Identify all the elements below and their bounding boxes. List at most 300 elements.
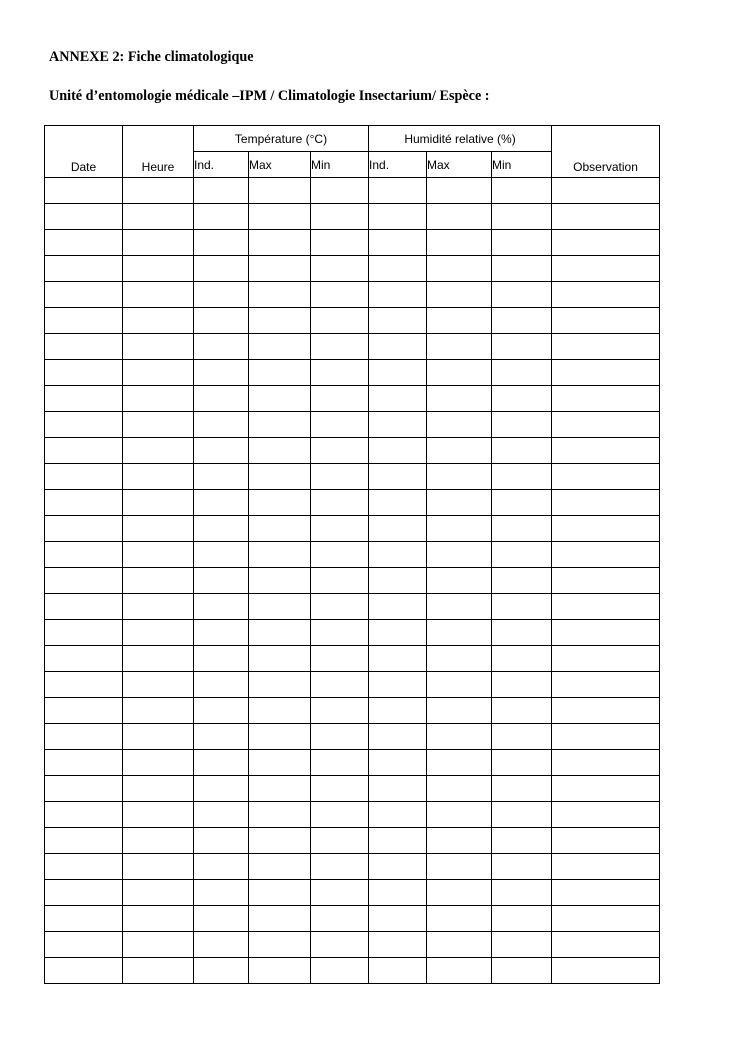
cell-hum-min[interactable] [492, 776, 552, 802]
cell-temp-max[interactable] [249, 568, 311, 594]
cell-temp-min[interactable] [311, 672, 369, 698]
table-row [45, 828, 660, 854]
cell-temp-ind[interactable] [194, 906, 249, 932]
cell-observation[interactable] [552, 490, 660, 516]
cell-temp-max[interactable] [249, 776, 311, 802]
cell-heure[interactable] [123, 672, 194, 698]
cell-temp-ind[interactable] [194, 256, 249, 282]
cell-hum-ind[interactable] [369, 230, 427, 256]
cell-heure[interactable] [123, 256, 194, 282]
cell-date[interactable] [45, 490, 123, 516]
cell-hum-ind[interactable] [369, 932, 427, 958]
cell-temp-ind[interactable] [194, 308, 249, 334]
cell-temp-max[interactable] [249, 828, 311, 854]
cell-temp-min[interactable] [311, 568, 369, 594]
cell-heure[interactable] [123, 542, 194, 568]
cell-hum-max[interactable] [427, 724, 492, 750]
cell-hum-max[interactable] [427, 360, 492, 386]
cell-observation[interactable] [552, 542, 660, 568]
cell-date[interactable] [45, 776, 123, 802]
cell-hum-max[interactable] [427, 256, 492, 282]
cell-temp-max[interactable] [249, 750, 311, 776]
cell-hum-max[interactable] [427, 906, 492, 932]
cell-temp-ind[interactable] [194, 620, 249, 646]
header-temperature-group: Température (°C) [194, 126, 369, 152]
cell-hum-ind[interactable] [369, 308, 427, 334]
cell-observation[interactable] [552, 256, 660, 282]
cell-temp-max[interactable] [249, 620, 311, 646]
cell-hum-ind[interactable] [369, 516, 427, 542]
cell-temp-ind[interactable] [194, 230, 249, 256]
cell-heure[interactable] [123, 360, 194, 386]
cell-temp-max[interactable] [249, 412, 311, 438]
cell-observation[interactable] [552, 906, 660, 932]
cell-temp-min[interactable] [311, 360, 369, 386]
cell-temp-ind[interactable] [194, 464, 249, 490]
cell-hum-max[interactable] [427, 230, 492, 256]
cell-temp-ind[interactable] [194, 438, 249, 464]
cell-temp-max[interactable] [249, 854, 311, 880]
cell-observation[interactable] [552, 802, 660, 828]
cell-hum-min[interactable] [492, 646, 552, 672]
header-humidity-group: Humidité relative (%) [369, 126, 552, 152]
cell-heure[interactable] [123, 334, 194, 360]
cell-hum-ind[interactable] [369, 594, 427, 620]
cell-temp-max[interactable] [249, 334, 311, 360]
cell-hum-max[interactable] [427, 776, 492, 802]
cell-date[interactable] [45, 256, 123, 282]
cell-date[interactable] [45, 724, 123, 750]
cell-observation[interactable] [552, 698, 660, 724]
cell-hum-ind[interactable] [369, 802, 427, 828]
cell-temp-min[interactable] [311, 854, 369, 880]
cell-temp-ind[interactable] [194, 646, 249, 672]
cell-hum-min[interactable] [492, 464, 552, 490]
cell-temp-ind[interactable] [194, 542, 249, 568]
cell-temp-max[interactable] [249, 594, 311, 620]
cell-hum-min[interactable] [492, 438, 552, 464]
cell-hum-max[interactable] [427, 594, 492, 620]
cell-hum-ind[interactable] [369, 620, 427, 646]
cell-hum-max[interactable] [427, 438, 492, 464]
cell-hum-min[interactable] [492, 750, 552, 776]
cell-temp-min[interactable] [311, 776, 369, 802]
cell-temp-ind[interactable] [194, 594, 249, 620]
cell-temp-ind[interactable] [194, 386, 249, 412]
cell-date[interactable] [45, 542, 123, 568]
cell-hum-max[interactable] [427, 880, 492, 906]
cell-hum-min[interactable] [492, 282, 552, 308]
table-row [45, 490, 660, 516]
cell-observation[interactable] [552, 360, 660, 386]
cell-temp-max[interactable] [249, 204, 311, 230]
cell-temp-min[interactable] [311, 490, 369, 516]
cell-observation[interactable] [552, 646, 660, 672]
cell-temp-min[interactable] [311, 412, 369, 438]
cell-temp-min[interactable] [311, 880, 369, 906]
cell-temp-min[interactable] [311, 438, 369, 464]
cell-hum-ind[interactable] [369, 542, 427, 568]
cell-hum-min[interactable] [492, 672, 552, 698]
cell-hum-min[interactable] [492, 620, 552, 646]
cell-heure[interactable] [123, 516, 194, 542]
cell-date[interactable] [45, 594, 123, 620]
cell-temp-max[interactable] [249, 386, 311, 412]
cell-temp-max[interactable] [249, 724, 311, 750]
cell-temp-ind[interactable] [194, 776, 249, 802]
cell-hum-ind[interactable] [369, 646, 427, 672]
cell-heure[interactable] [123, 828, 194, 854]
cell-date[interactable] [45, 360, 123, 386]
cell-hum-min[interactable] [492, 360, 552, 386]
cell-observation[interactable] [552, 854, 660, 880]
cell-temp-ind[interactable] [194, 516, 249, 542]
cell-temp-ind[interactable] [194, 412, 249, 438]
cell-hum-max[interactable] [427, 282, 492, 308]
cell-temp-min[interactable] [311, 594, 369, 620]
cell-hum-ind[interactable] [369, 672, 427, 698]
cell-date[interactable] [45, 854, 123, 880]
cell-heure[interactable] [123, 724, 194, 750]
cell-temp-ind[interactable] [194, 178, 249, 204]
cell-temp-min[interactable] [311, 464, 369, 490]
cell-hum-max[interactable] [427, 672, 492, 698]
cell-observation[interactable] [552, 204, 660, 230]
cell-temp-min[interactable] [311, 230, 369, 256]
cell-hum-ind[interactable] [369, 958, 427, 984]
cell-observation[interactable] [552, 386, 660, 412]
cell-heure[interactable] [123, 568, 194, 594]
cell-temp-max[interactable] [249, 880, 311, 906]
cell-temp-min[interactable] [311, 802, 369, 828]
cell-temp-max[interactable] [249, 958, 311, 984]
cell-heure[interactable] [123, 646, 194, 672]
cell-hum-min[interactable] [492, 854, 552, 880]
cell-temp-ind[interactable] [194, 568, 249, 594]
cell-temp-ind[interactable] [194, 334, 249, 360]
cell-heure[interactable] [123, 750, 194, 776]
cell-temp-min[interactable] [311, 308, 369, 334]
cell-temp-min[interactable] [311, 334, 369, 360]
cell-temp-min[interactable] [311, 516, 369, 542]
cell-heure[interactable] [123, 204, 194, 230]
cell-temp-min[interactable] [311, 542, 369, 568]
cell-observation[interactable] [552, 750, 660, 776]
cell-heure[interactable] [123, 308, 194, 334]
cell-hum-ind[interactable] [369, 906, 427, 932]
cell-heure[interactable] [123, 906, 194, 932]
cell-observation[interactable] [552, 958, 660, 984]
cell-date[interactable] [45, 464, 123, 490]
cell-hum-ind[interactable] [369, 412, 427, 438]
cell-hum-ind[interactable] [369, 854, 427, 880]
cell-temp-max[interactable] [249, 282, 311, 308]
cell-observation[interactable] [552, 178, 660, 204]
cell-observation[interactable] [552, 776, 660, 802]
cell-temp-min[interactable] [311, 724, 369, 750]
cell-heure[interactable] [123, 802, 194, 828]
cell-date[interactable] [45, 906, 123, 932]
cell-hum-min[interactable] [492, 386, 552, 412]
cell-temp-ind[interactable] [194, 204, 249, 230]
cell-temp-max[interactable] [249, 464, 311, 490]
cell-temp-max[interactable] [249, 178, 311, 204]
cell-observation[interactable] [552, 672, 660, 698]
cell-hum-min[interactable] [492, 490, 552, 516]
climate-record-table [44, 125, 660, 984]
cell-hum-min[interactable] [492, 542, 552, 568]
cell-hum-max[interactable] [427, 412, 492, 438]
cell-hum-max[interactable] [427, 178, 492, 204]
cell-hum-max[interactable] [427, 464, 492, 490]
cell-observation[interactable] [552, 594, 660, 620]
cell-temp-min[interactable] [311, 178, 369, 204]
cell-date[interactable] [45, 620, 123, 646]
cell-date[interactable] [45, 932, 123, 958]
cell-hum-min[interactable] [492, 932, 552, 958]
cell-hum-ind[interactable] [369, 464, 427, 490]
cell-heure[interactable] [123, 698, 194, 724]
cell-hum-min[interactable] [492, 568, 552, 594]
cell-heure[interactable] [123, 178, 194, 204]
cell-temp-min[interactable] [311, 620, 369, 646]
cell-date[interactable] [45, 516, 123, 542]
cell-hum-min[interactable] [492, 880, 552, 906]
cell-temp-min[interactable] [311, 932, 369, 958]
cell-observation[interactable] [552, 282, 660, 308]
cell-temp-ind[interactable] [194, 698, 249, 724]
cell-hum-min[interactable] [492, 802, 552, 828]
cell-heure[interactable] [123, 490, 194, 516]
cell-hum-min[interactable] [492, 958, 552, 984]
cell-observation[interactable] [552, 516, 660, 542]
table-row [45, 178, 660, 204]
cell-observation[interactable] [552, 828, 660, 854]
cell-hum-max[interactable] [427, 542, 492, 568]
cell-date[interactable] [45, 412, 123, 438]
table-row [45, 620, 660, 646]
unit-title: Unité d’entomologie médicale –IPM / Climatologie Insectarium/ Espèce : [49, 88, 490, 104]
cell-temp-max[interactable] [249, 542, 311, 568]
cell-heure[interactable] [123, 464, 194, 490]
cell-temp-max[interactable] [249, 516, 311, 542]
cell-observation[interactable] [552, 932, 660, 958]
cell-hum-ind[interactable] [369, 178, 427, 204]
cell-temp-min[interactable] [311, 828, 369, 854]
cell-hum-max[interactable] [427, 204, 492, 230]
cell-temp-max[interactable] [249, 230, 311, 256]
cell-hum-min[interactable] [492, 178, 552, 204]
cell-temp-ind[interactable] [194, 828, 249, 854]
cell-heure[interactable] [123, 230, 194, 256]
cell-hum-ind[interactable] [369, 724, 427, 750]
cell-temp-ind[interactable] [194, 724, 249, 750]
cell-temp-min[interactable] [311, 204, 369, 230]
cell-hum-min[interactable] [492, 308, 552, 334]
cell-hum-min[interactable] [492, 724, 552, 750]
cell-hum-max[interactable] [427, 828, 492, 854]
cell-date[interactable] [45, 386, 123, 412]
cell-date[interactable] [45, 282, 123, 308]
cell-hum-max[interactable] [427, 958, 492, 984]
cell-observation[interactable] [552, 230, 660, 256]
cell-heure[interactable] [123, 958, 194, 984]
cell-date[interactable] [45, 672, 123, 698]
cell-temp-max[interactable] [249, 360, 311, 386]
cell-hum-max[interactable] [427, 646, 492, 672]
cell-date[interactable] [45, 646, 123, 672]
cell-temp-max[interactable] [249, 698, 311, 724]
table-row [45, 464, 660, 490]
cell-heure[interactable] [123, 594, 194, 620]
cell-hum-max[interactable] [427, 854, 492, 880]
cell-observation[interactable] [552, 620, 660, 646]
cell-temp-min[interactable] [311, 958, 369, 984]
cell-date[interactable] [45, 308, 123, 334]
cell-temp-ind[interactable] [194, 360, 249, 386]
table-row [45, 672, 660, 698]
cell-hum-max[interactable] [427, 490, 492, 516]
cell-date[interactable] [45, 828, 123, 854]
header-humidity-max: Max [427, 152, 492, 178]
cell-hum-ind[interactable] [369, 828, 427, 854]
cell-hum-min[interactable] [492, 828, 552, 854]
table-row [45, 204, 660, 230]
cell-date[interactable] [45, 334, 123, 360]
cell-temp-ind[interactable] [194, 958, 249, 984]
cell-temp-min[interactable] [311, 750, 369, 776]
cell-heure[interactable] [123, 412, 194, 438]
cell-hum-ind[interactable] [369, 776, 427, 802]
cell-hum-max[interactable] [427, 308, 492, 334]
cell-hum-max[interactable] [427, 802, 492, 828]
cell-hum-ind[interactable] [369, 256, 427, 282]
cell-temp-max[interactable] [249, 490, 311, 516]
cell-hum-max[interactable] [427, 620, 492, 646]
cell-date[interactable] [45, 438, 123, 464]
cell-heure[interactable] [123, 854, 194, 880]
header-temperature-min: Min [311, 152, 369, 178]
cell-temp-ind[interactable] [194, 932, 249, 958]
cell-date[interactable] [45, 880, 123, 906]
cell-hum-max[interactable] [427, 750, 492, 776]
cell-hum-max[interactable] [427, 698, 492, 724]
cell-date[interactable] [45, 750, 123, 776]
cell-hum-ind[interactable] [369, 386, 427, 412]
cell-hum-min[interactable] [492, 698, 552, 724]
cell-observation[interactable] [552, 334, 660, 360]
cell-hum-ind[interactable] [369, 750, 427, 776]
cell-observation[interactable] [552, 464, 660, 490]
cell-temp-ind[interactable] [194, 672, 249, 698]
cell-temp-max[interactable] [249, 646, 311, 672]
cell-temp-max[interactable] [249, 932, 311, 958]
cell-observation[interactable] [552, 880, 660, 906]
cell-observation[interactable] [552, 438, 660, 464]
cell-hum-min[interactable] [492, 230, 552, 256]
cell-hum-min[interactable] [492, 594, 552, 620]
cell-date[interactable] [45, 698, 123, 724]
cell-temp-max[interactable] [249, 438, 311, 464]
cell-observation[interactable] [552, 568, 660, 594]
table-row [45, 958, 660, 984]
table-row [45, 880, 660, 906]
cell-hum-min[interactable] [492, 256, 552, 282]
cell-heure[interactable] [123, 386, 194, 412]
cell-hum-max[interactable] [427, 386, 492, 412]
cell-hum-ind[interactable] [369, 490, 427, 516]
cell-hum-ind[interactable] [369, 334, 427, 360]
cell-observation[interactable] [552, 412, 660, 438]
cell-temp-min[interactable] [311, 906, 369, 932]
cell-hum-min[interactable] [492, 516, 552, 542]
cell-temp-max[interactable] [249, 906, 311, 932]
table-row [45, 750, 660, 776]
cell-hum-ind[interactable] [369, 568, 427, 594]
cell-temp-max[interactable] [249, 672, 311, 698]
cell-temp-ind[interactable] [194, 880, 249, 906]
cell-date[interactable] [45, 178, 123, 204]
cell-date[interactable] [45, 802, 123, 828]
cell-date[interactable] [45, 568, 123, 594]
cell-temp-ind[interactable] [194, 282, 249, 308]
cell-date[interactable] [45, 204, 123, 230]
cell-date[interactable] [45, 958, 123, 984]
cell-hum-max[interactable] [427, 334, 492, 360]
cell-hum-min[interactable] [492, 906, 552, 932]
cell-hum-min[interactable] [492, 204, 552, 230]
cell-temp-min[interactable] [311, 386, 369, 412]
cell-hum-ind[interactable] [369, 698, 427, 724]
cell-hum-ind[interactable] [369, 438, 427, 464]
cell-hum-min[interactable] [492, 334, 552, 360]
cell-hum-max[interactable] [427, 932, 492, 958]
cell-temp-ind[interactable] [194, 750, 249, 776]
cell-heure[interactable] [123, 776, 194, 802]
cell-temp-max[interactable] [249, 802, 311, 828]
cell-temp-min[interactable] [311, 256, 369, 282]
cell-heure[interactable] [123, 282, 194, 308]
cell-temp-max[interactable] [249, 256, 311, 282]
cell-temp-max[interactable] [249, 308, 311, 334]
cell-temp-min[interactable] [311, 698, 369, 724]
cell-heure[interactable] [123, 932, 194, 958]
table-row [45, 802, 660, 828]
cell-hum-ind[interactable] [369, 360, 427, 386]
cell-observation[interactable] [552, 724, 660, 750]
cell-hum-ind[interactable] [369, 282, 427, 308]
cell-hum-min[interactable] [492, 412, 552, 438]
table-row [45, 932, 660, 958]
cell-observation[interactable] [552, 308, 660, 334]
cell-temp-min[interactable] [311, 646, 369, 672]
cell-heure[interactable] [123, 620, 194, 646]
header-observation: Observation [552, 126, 660, 178]
cell-heure[interactable] [123, 438, 194, 464]
cell-temp-ind[interactable] [194, 490, 249, 516]
cell-date[interactable] [45, 230, 123, 256]
cell-temp-ind[interactable] [194, 854, 249, 880]
cell-temp-ind[interactable] [194, 802, 249, 828]
cell-hum-ind[interactable] [369, 880, 427, 906]
cell-heure[interactable] [123, 880, 194, 906]
table-row [45, 646, 660, 672]
cell-temp-min[interactable] [311, 282, 369, 308]
table-row [45, 516, 660, 542]
cell-hum-max[interactable] [427, 568, 492, 594]
cell-hum-ind[interactable] [369, 204, 427, 230]
cell-hum-max[interactable] [427, 516, 492, 542]
